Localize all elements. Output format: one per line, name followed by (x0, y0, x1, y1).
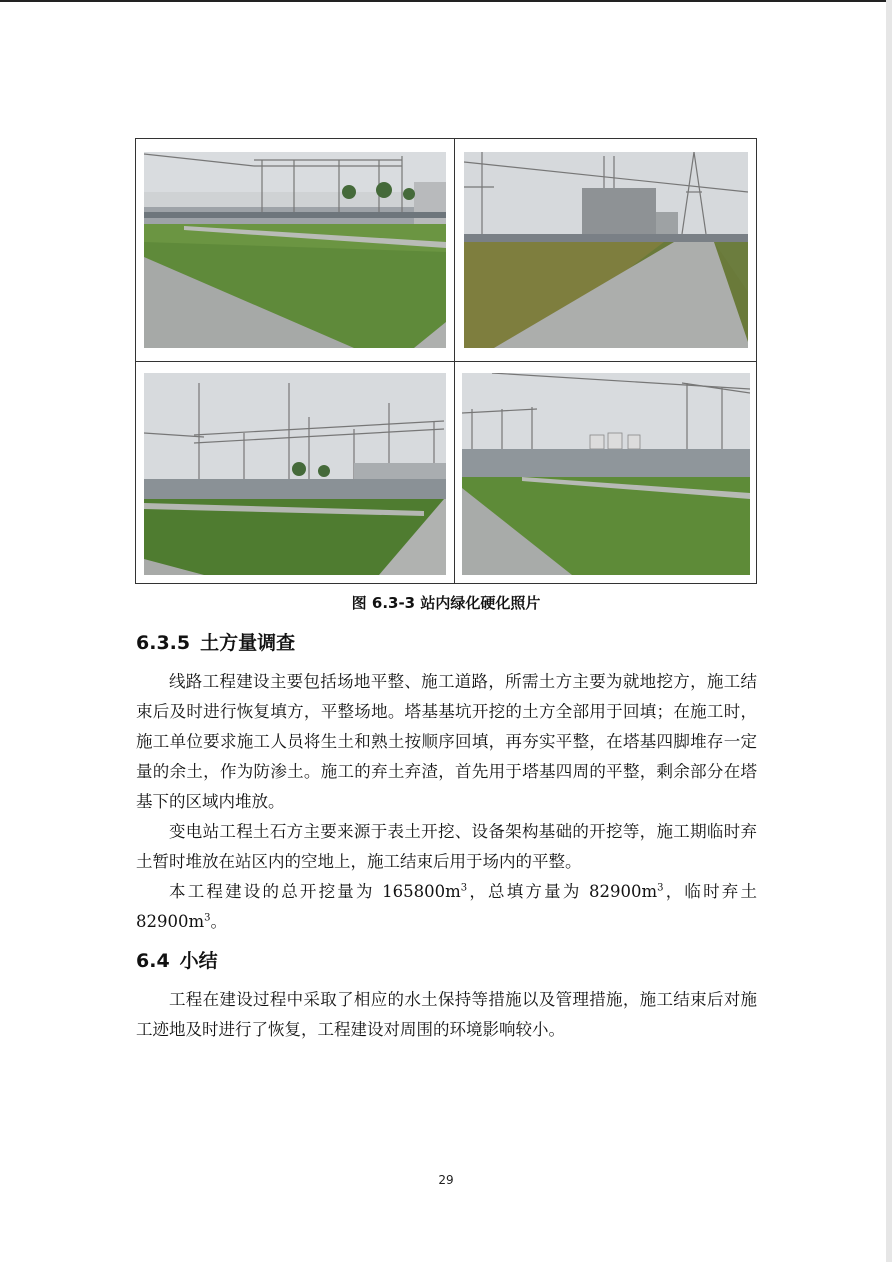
section-heading-6-3-5 (136, 628, 295, 655)
grid-divider-horizontal (136, 361, 756, 362)
page-top-rule (0, 0, 892, 2)
substation-greening-photo-3 (144, 373, 446, 575)
paragraph-earthwork-volumes: 本工程建设的总开挖量为 $165800m^3$，总填方量为 $82900m^3$，临时弃土 $82900m^3$。 (136, 882, 757, 931)
substation-greening-photo-2 (464, 152, 748, 348)
figure-caption: 图 6.3-3 站内绿化硬化照片 (351, 594, 541, 612)
paragraph-summary: 工程在建设过程中采取了相应的水土保持等措施以及管理措施，施工结束后对施工迹地及时进行了恢复，工程建设对周围的环境影响较小。 (136, 990, 757, 1039)
page-number: 29 (438, 1173, 454, 1187)
paragraph-substation-earthwork: 变电站工程土石方主要来源于表土开挖、设备架构基础的开挖等，施工期临时弃土暂时堆放在站区内的空地上，施工结束后用于场内的平整。 (136, 822, 757, 871)
section-number: 6.4 (136, 950, 170, 972)
section-title: 小结 (179, 950, 218, 972)
section-heading-6-4 (136, 946, 218, 973)
substation-greening-photo-1 (144, 152, 446, 348)
section-title: 土方量调查 (200, 632, 296, 654)
photo-grid (135, 138, 757, 584)
page-edge-shadow (886, 0, 892, 1262)
substation-greening-photo-4 (462, 373, 750, 575)
paragraph-line-engineering: 线路工程建设主要包括场地平整、施工道路，所需土方主要为就地挖方，施工结束后及时进行恢复填方，平整场地。塔基基坑开挖的土方全部用于回填；在施工时，施工单位要求施工人员将生土和熟土按顺序回填，再夯实平整，在塔基四脚堆存一定量的余土，作为防渗土。施工的弃土弃渣，首先用于塔基四周的平整，剩余部分在塔基下的区域内堆放。 (136, 672, 757, 811)
section-number: 6.3.5 (136, 632, 191, 654)
